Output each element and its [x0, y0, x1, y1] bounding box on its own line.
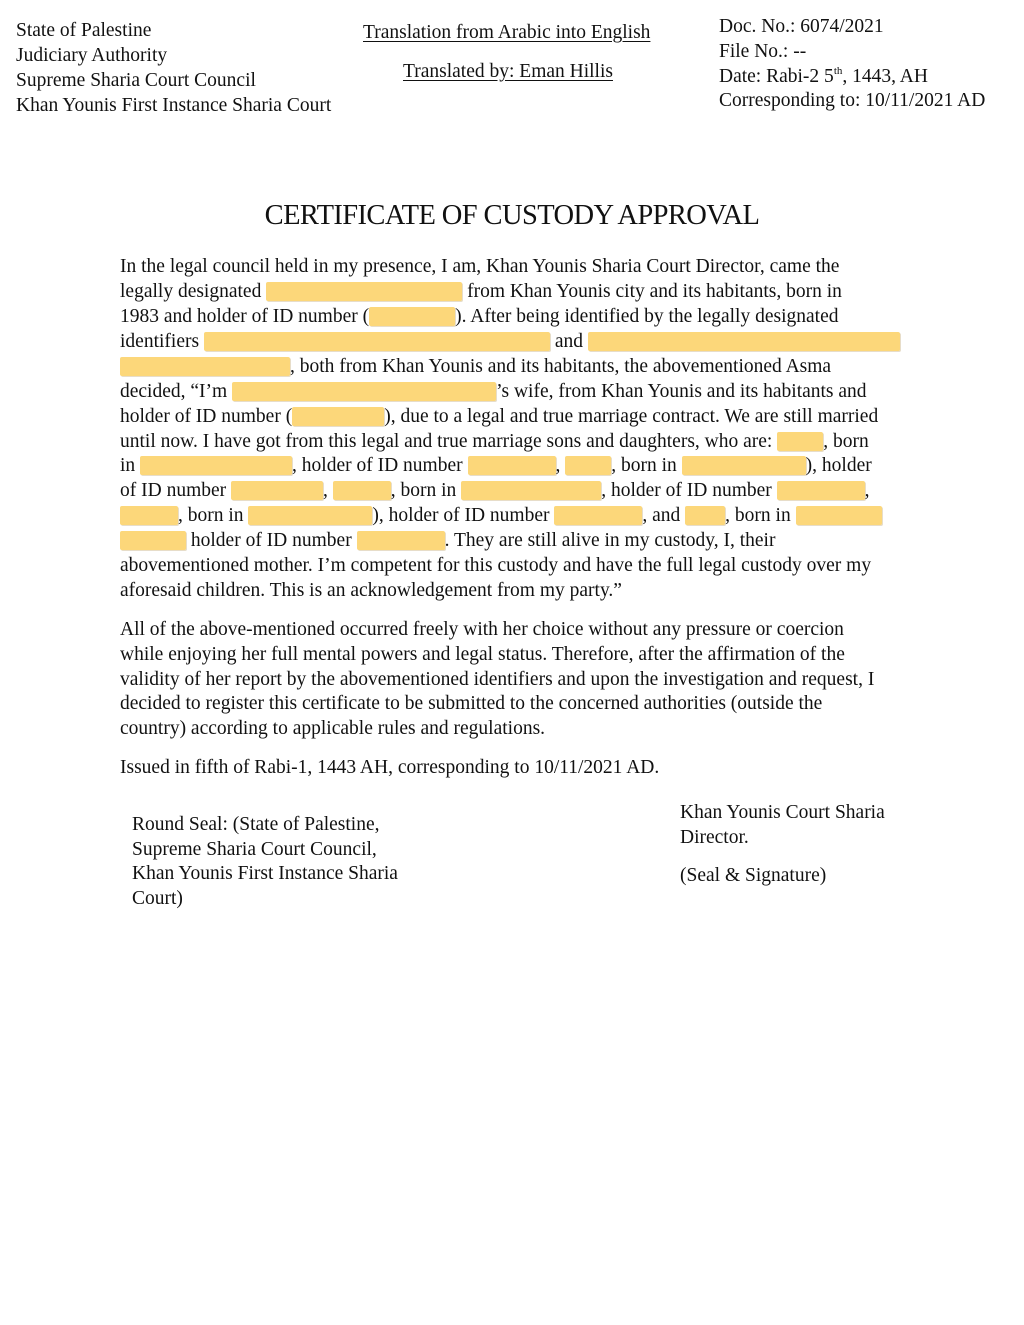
redaction	[796, 506, 882, 525]
p1-line-1: In the legal council held in my presence, I am, Khan Younis Sharia Court Director, came the	[120, 256, 840, 277]
p1-line-8: until now. I have got from this legal and true marriage sons and daughters, who are: , born	[120, 431, 869, 452]
p2-line-5: country) according to applicable rules and regulations.	[120, 718, 546, 739]
p2-line-4: decided to register this certificate to be submitted to the concerned authorities (outside the	[120, 693, 823, 714]
p1-line-11: , born in ), holder of ID number , and , born in	[120, 504, 882, 528]
redaction	[554, 506, 642, 525]
redaction	[357, 531, 445, 550]
redaction	[120, 357, 290, 376]
seal-line-4: Court)	[132, 888, 183, 909]
p2-line-3: validity of her report by the abovementioned identifiers and upon the investigation and request, I	[120, 669, 875, 690]
seal-line-1: Round Seal: (State of Palestine,	[132, 814, 380, 835]
redaction	[120, 506, 178, 525]
redaction	[682, 456, 806, 475]
redaction	[292, 407, 384, 426]
doc-number: Doc. No.: 6074/2021	[719, 16, 884, 37]
p1-line-7: holder of ID number ( ), due to a legal and true marriage contract. We are still married	[120, 406, 879, 427]
redaction	[266, 282, 462, 301]
gregorian-date: Corresponding to: 10/11/2021 AD	[719, 90, 986, 111]
p1-line-14: aforesaid children. This is an acknowledgement from my party.”	[120, 580, 622, 601]
header-left-line-2: Judiciary Authority	[16, 45, 168, 66]
seal-line-2: Supreme Sharia Court Council,	[132, 839, 377, 860]
redaction	[468, 456, 556, 475]
p1-line-4: identifiers and	[120, 330, 900, 354]
p2-line-1: All of the above-mentioned occurred freely with her choice without any pressure or coercion	[120, 619, 844, 640]
director-title-line-2: Director.	[680, 827, 749, 848]
seal-line-3: Khan Younis First Instance Sharia	[132, 863, 398, 884]
p1-line-10: of ID number , , born in , holder of ID number ,	[120, 480, 870, 501]
director-title-line-1: Khan Younis Court Sharia	[680, 802, 885, 823]
translation-note: Translation from Arabic into English	[363, 22, 651, 43]
redaction	[333, 481, 391, 500]
p1-line-6: decided, “I’m ’s wife, from Khan Younis and its habitants and	[120, 381, 867, 402]
signature-label: (Seal & Signature)	[680, 865, 827, 886]
hijri-date: Date: Rabi-2 5th, 1443, AH	[719, 65, 928, 87]
p1-line-2: legally designated from Khan Younis city and its habitants, born in	[120, 281, 842, 302]
p2-line-2: while enjoying her full mental powers and legal status. Therefore, after the affirmation of the	[120, 644, 845, 665]
redaction	[232, 382, 496, 401]
header-left-line-3: Supreme Sharia Court Council	[16, 70, 256, 91]
redaction	[565, 456, 611, 475]
redaction	[204, 332, 550, 351]
file-number: File No.: --	[719, 41, 807, 62]
redaction	[685, 506, 725, 525]
redaction	[369, 307, 455, 326]
p1-line-3: 1983 and holder of ID number ( ). After being identified by the legally designated	[120, 306, 839, 327]
redaction	[231, 481, 323, 500]
page-title: CERTIFICATE OF CUSTODY APPROVAL	[264, 200, 760, 231]
redaction	[248, 506, 372, 525]
redaction	[777, 432, 823, 451]
translator-name: Translated by: Eman Hillis	[403, 61, 613, 82]
redaction	[777, 481, 865, 500]
issued-statement: Issued in fifth of Rabi-1, 1443 AH, corresponding to 10/11/2021 AD.	[120, 757, 660, 778]
redaction	[120, 531, 186, 550]
redaction	[461, 481, 601, 500]
p1-line-5: , both from Khan Younis and its habitants, the abovementioned Asma	[120, 355, 831, 379]
redaction	[588, 332, 900, 351]
header-left-line-1: State of Palestine	[16, 20, 152, 41]
redaction	[140, 456, 292, 475]
p1-line-9: in , holder of ID number , , born in ), holder	[120, 455, 872, 476]
p1-line-12: holder of ID number . They are still alive in my custody, I, their	[120, 529, 775, 553]
p1-line-13: abovementioned mother. I’m competent for this custody and have the full legal custody over my	[120, 555, 872, 576]
header-left-line-4: Khan Younis First Instance Sharia Court	[16, 95, 332, 116]
